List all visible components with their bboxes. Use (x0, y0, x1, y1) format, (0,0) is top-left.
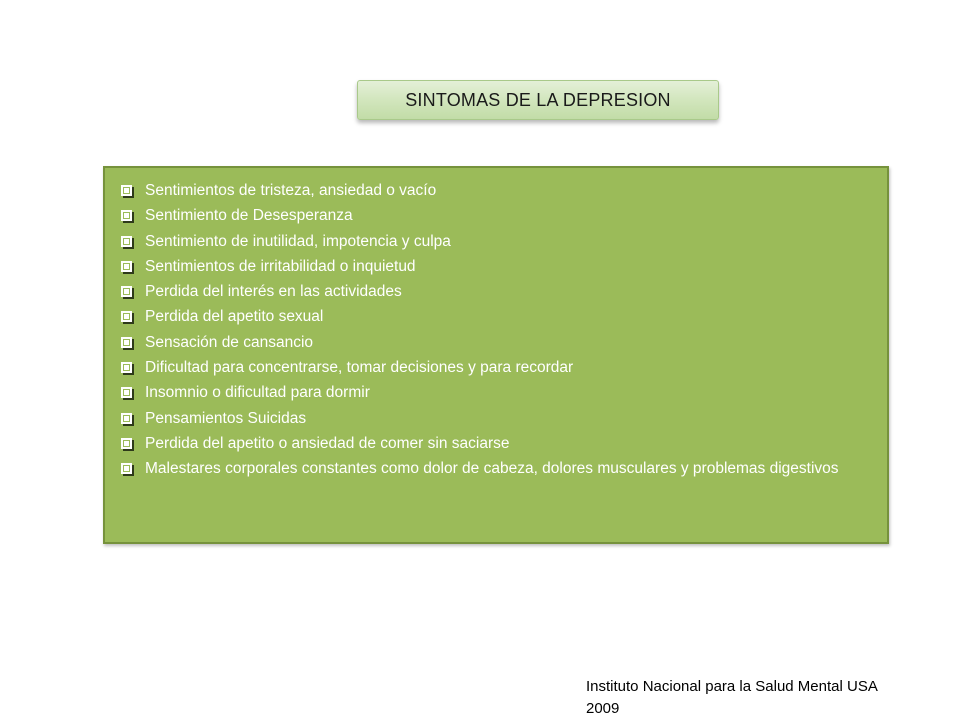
checkbox-square-icon (121, 413, 132, 424)
checkbox-square-icon (121, 185, 132, 196)
symptom-text: Sensación de cansancio (145, 333, 314, 351)
checkbox-square-icon (121, 286, 132, 297)
list-item (121, 254, 857, 279)
symptoms-list (121, 178, 857, 482)
list-item (121, 355, 857, 380)
checkbox-square-icon (121, 337, 132, 348)
list-item (121, 456, 857, 481)
symptoms-panel (103, 166, 889, 544)
source-year: 2009 (586, 700, 620, 717)
list-item (121, 229, 857, 254)
list-item (121, 203, 857, 228)
list-item (121, 178, 857, 203)
symptom-text: Dificultad para concentrarse, tomar decisiones y para recordar (145, 359, 574, 377)
symptom-text: Malestares corporales constantes como dolor de cabeza, dolores musculares y problemas digestivos (145, 460, 839, 478)
symptom-text: Perdida del apetito o ansiedad de comer sin saciarse (145, 434, 510, 452)
checkbox-square-icon (121, 261, 132, 272)
symptom-text: Pensamientos Suicidas (145, 409, 307, 427)
checkbox-square-icon (121, 362, 132, 373)
checkbox-square-icon (121, 236, 132, 247)
list-item (121, 279, 857, 304)
list-item (121, 304, 857, 329)
symptom-text: Sentimiento de Desesperanza (145, 207, 353, 225)
source-citation (586, 676, 946, 720)
checkbox-square-icon (121, 311, 132, 322)
list-item (121, 431, 857, 456)
symptom-text: Perdida del apetito sexual (145, 308, 324, 326)
list-item (121, 330, 857, 355)
source-line: Instituto Nacional para la Salud Mental USA (586, 678, 878, 695)
symptom-text: Insomnio o dificultad para dormir (145, 384, 370, 402)
symptom-text: Sentimientos de irritabilidad o inquietud (145, 257, 416, 275)
slide-title: SINTOMAS DE LA DEPRESION (405, 89, 671, 110)
symptom-text: Sentimiento de inutilidad, impotencia y culpa (145, 232, 451, 250)
checkbox-square-icon (121, 438, 132, 449)
checkbox-square-icon (121, 387, 132, 398)
symptom-text: Sentimientos de tristeza, ansiedad o vacío (145, 182, 437, 199)
checkbox-square-icon (121, 463, 132, 474)
list-item (121, 380, 857, 405)
title-box (357, 80, 719, 120)
symptom-text: Perdida del interés en las actividades (145, 283, 402, 301)
list-item (121, 406, 857, 431)
checkbox-square-icon (121, 210, 132, 221)
